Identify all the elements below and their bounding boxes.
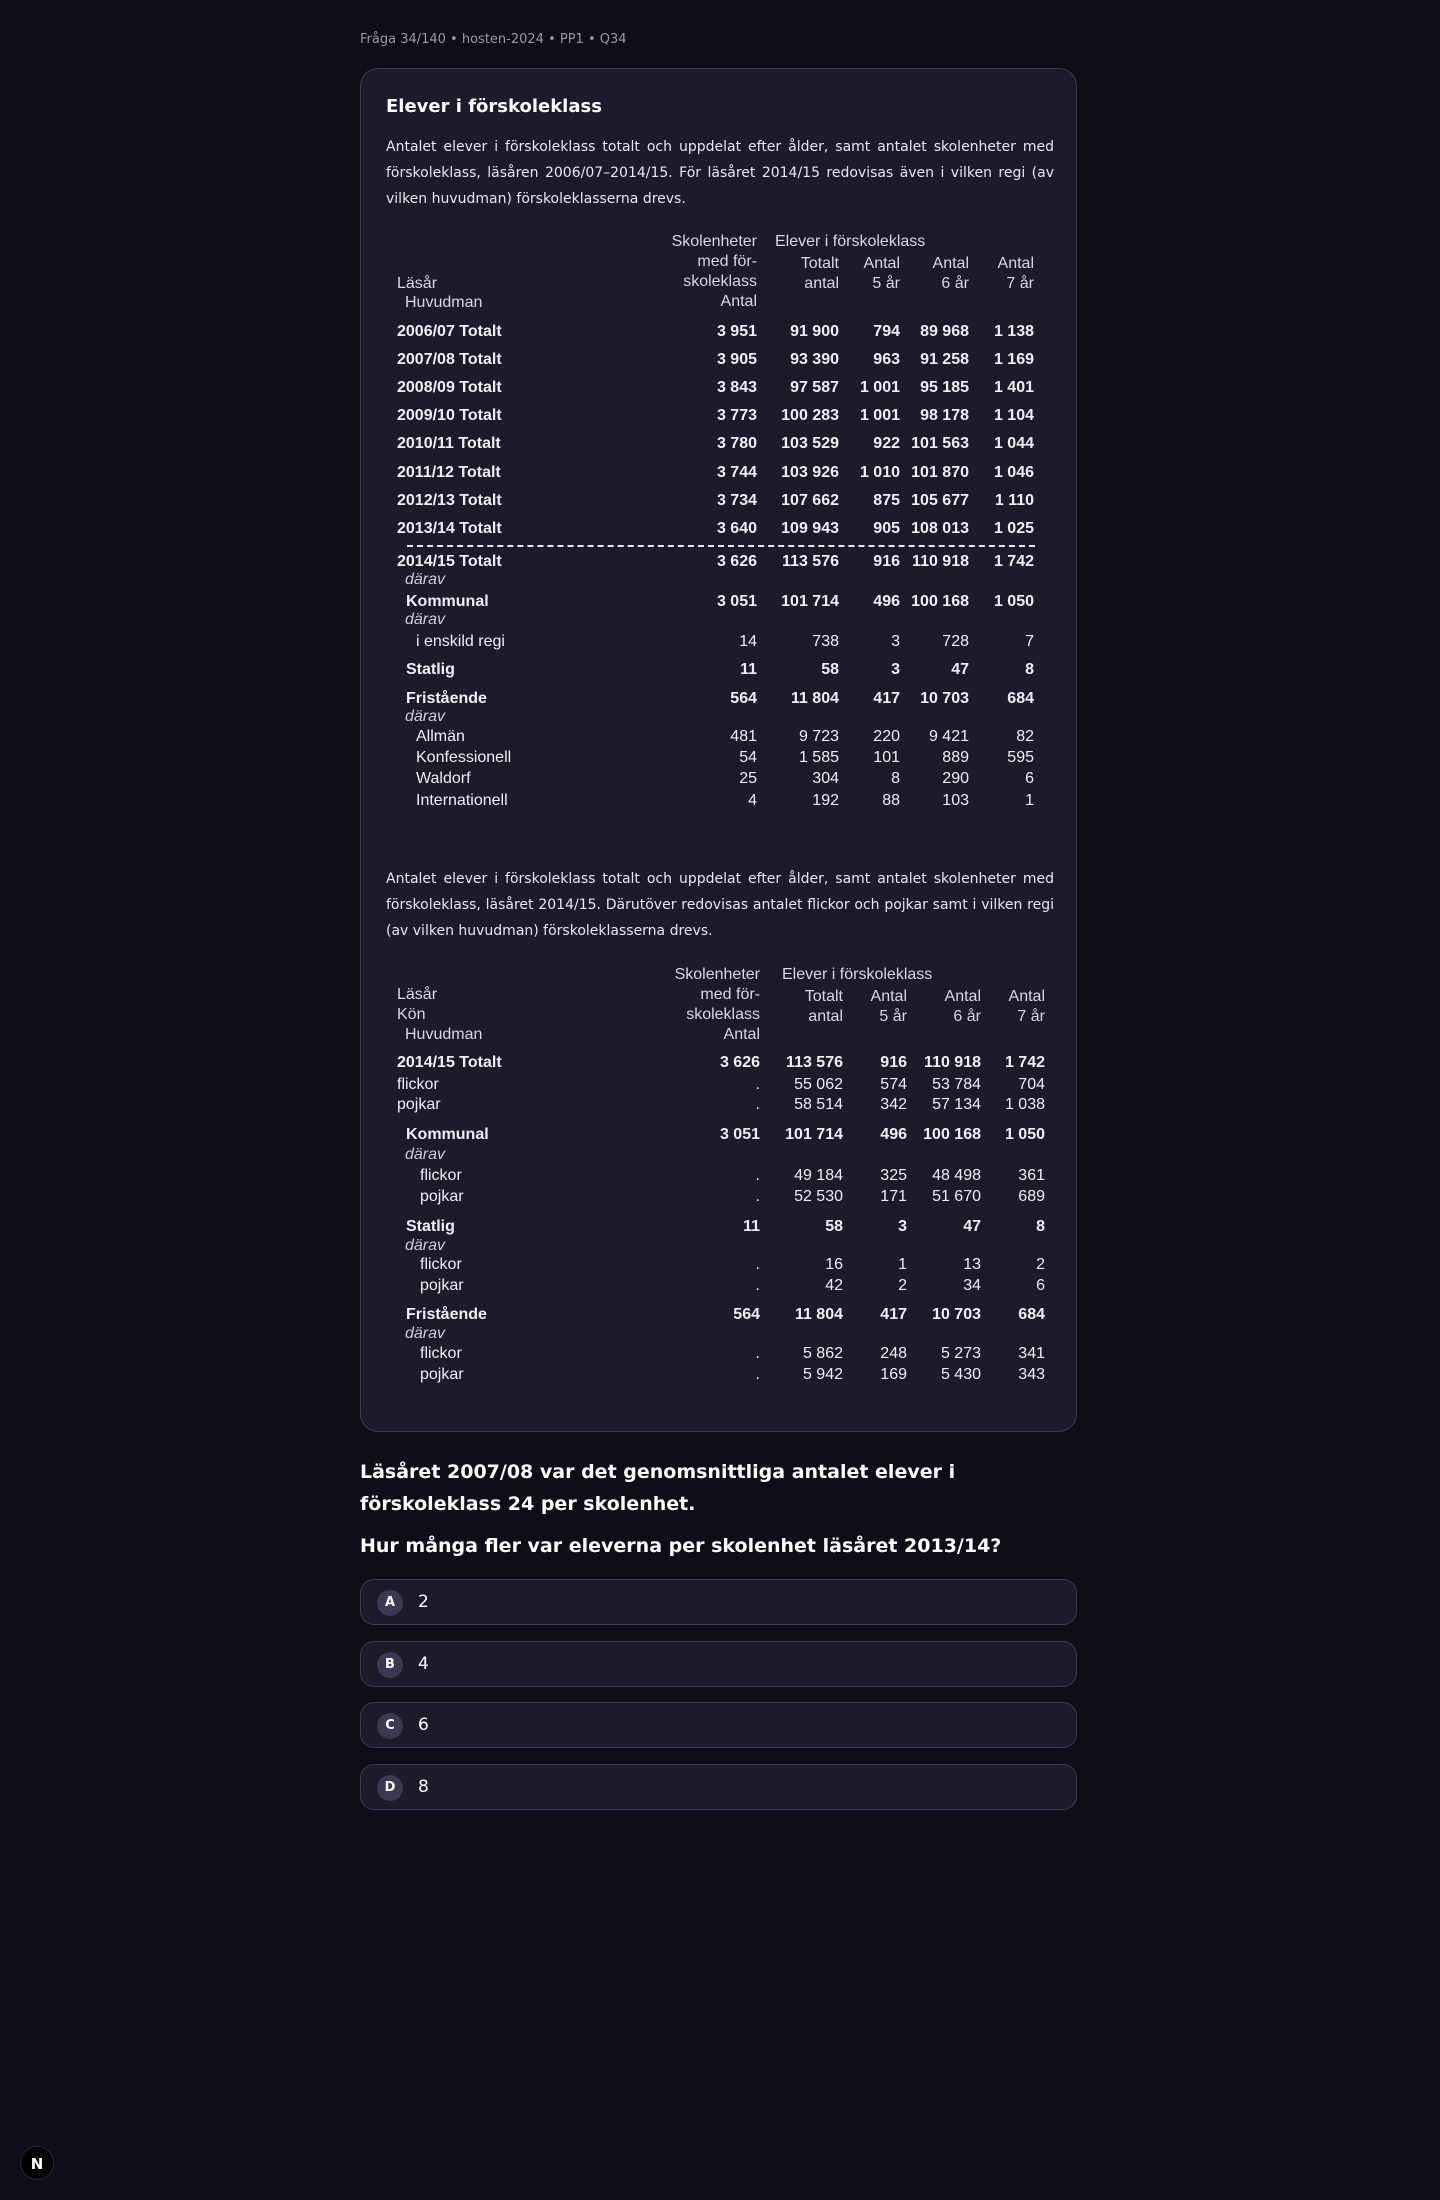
table-row-label: därav: [405, 1146, 446, 1163]
table-row-label: 2006/07 Totalt: [397, 323, 502, 340]
table-cell: 5 942: [802, 1366, 843, 1383]
table-row-label: Kommunal: [406, 593, 489, 610]
row-header-lasar: Läsår: [397, 986, 438, 1003]
table-cell: 1 050: [1004, 1126, 1045, 1143]
table-cell: 325: [880, 1167, 907, 1184]
table-cell: 108 013: [911, 520, 969, 537]
col-header-totalt: Totalt: [804, 988, 843, 1005]
table-cell: 1: [898, 1256, 907, 1273]
col-header-5ar: Antal: [870, 988, 907, 1005]
table1-description: Antalet elever i förskoleklass totalt och uppdelat efter ålder, samt antalet skolenheter med förskoleklass, läsåren 2006/07–2014/15. För läsåret 2014/15 redovisas även i vilken regi (av vilken huvudman) förskoleklasserna drevs.: [386, 139, 1054, 207]
table-row-label: Konfessionell: [416, 749, 512, 766]
table-cell: 794: [873, 323, 900, 340]
table-row-label: därav: [405, 708, 446, 725]
table-cell: 3 626: [719, 1054, 760, 1071]
option-value: 2: [418, 1592, 429, 1612]
table-cell: 51 670: [932, 1188, 981, 1205]
col-header-totalt: antal: [808, 1008, 843, 1025]
col-header-5ar: 5 år: [872, 275, 900, 292]
table-cell: 564: [730, 690, 757, 707]
table-cell: 3 051: [719, 1126, 760, 1143]
col-header-6ar: 6 år: [953, 1008, 981, 1025]
table-cell: 1 401: [993, 379, 1034, 396]
table-cell: 6: [1036, 1277, 1045, 1294]
table-cell: 101 714: [785, 1126, 843, 1143]
table-cell: 4: [748, 792, 757, 809]
question-premise: Läsåret 2007/08 var det genomsnittliga antalet elever i förskoleklass 24 per skolenhet.: [360, 1461, 956, 1515]
table-cell: 689: [1018, 1188, 1045, 1205]
row-header-lasar: Läsår: [397, 275, 438, 292]
row-header-huvudman: Huvudman: [405, 294, 483, 311]
col-header-skolenheter: med för-: [700, 986, 760, 1003]
table-cell: .: [755, 1167, 760, 1184]
table-cell: 3 051: [716, 593, 757, 610]
table-cell: 6: [1025, 770, 1034, 787]
table-cell: 684: [1007, 690, 1034, 707]
table-cell: 3 905: [716, 351, 757, 368]
table-cell: 93 390: [790, 351, 839, 368]
col-header-skolenheter: Antal: [720, 293, 757, 310]
col-header-6ar: Antal: [944, 988, 981, 1005]
table-cell: 3: [891, 661, 900, 678]
table-row-label: därav: [405, 571, 446, 588]
row-header-kon: Kön: [397, 1006, 426, 1023]
table-cell: 1 742: [1004, 1054, 1045, 1071]
table-row-label: pojkar: [420, 1366, 464, 1383]
table-cell: 25: [739, 770, 757, 787]
table-cell: 16: [825, 1256, 843, 1273]
table-cell: 110 918: [924, 1054, 981, 1071]
table-cell: 875: [873, 492, 900, 509]
table-cell: 42: [825, 1277, 843, 1294]
table-row-label: Internationell: [416, 792, 508, 809]
table-cell: 100 283: [781, 407, 839, 424]
table-cell: 417: [880, 1306, 907, 1323]
table2-description: Antalet elever i förskoleklass totalt och uppdelat efter ålder, samt antalet skolenheter med förskoleklass, läsåret 2014/15. Därutöver redovisas antalet flickor och pojkar samt i vilken regi (av vilken huvudman) förskoleklasserna drevs.: [386, 871, 1054, 939]
table-cell: 171: [880, 1188, 907, 1205]
table-row-label: Fristående: [406, 690, 487, 707]
table-cell: 52 530: [794, 1188, 843, 1205]
table-cell: 3 951: [716, 323, 757, 340]
table-cell: 101: [873, 749, 900, 766]
table-cell: 105 677: [911, 492, 969, 509]
option-c[interactable]: [360, 1702, 1077, 1748]
table-cell: 905: [873, 520, 900, 537]
table-cell: 728: [942, 633, 969, 650]
table-cell: 103 926: [781, 464, 839, 481]
table-cell: 98 178: [920, 407, 969, 424]
table-cell: 1 138: [993, 323, 1034, 340]
table-cell: 101 563: [911, 435, 969, 452]
option-letter: B: [377, 1652, 403, 1678]
option-b[interactable]: [360, 1641, 1077, 1687]
table-cell: 192: [812, 792, 839, 809]
table-cell: 10 703: [920, 690, 969, 707]
table-cell: 57 134: [932, 1096, 981, 1113]
table-cell: 82: [1016, 728, 1034, 745]
table-cell: 95 185: [920, 379, 969, 396]
col-header-7ar: 7 år: [1017, 1008, 1045, 1025]
table-cell: 89 968: [920, 323, 969, 340]
table-cell: 304: [812, 770, 839, 787]
table-cell: .: [755, 1345, 760, 1362]
table-cell: 564: [733, 1306, 760, 1323]
table-row-label: Statlig: [406, 1218, 455, 1235]
table-cell: .: [755, 1277, 760, 1294]
table-cell: 3: [898, 1218, 907, 1235]
table-cell: 496: [873, 593, 900, 610]
table-cell: 109 943: [781, 520, 839, 537]
table-cell: 107 662: [781, 492, 839, 509]
table-cell: 1 046: [993, 464, 1034, 481]
table-cell: 100 168: [923, 1126, 981, 1143]
table-row-label: Statlig: [406, 661, 455, 678]
col-header-totalt: Totalt: [800, 255, 839, 272]
table-cell: 91 258: [920, 351, 969, 368]
col-header-7ar: Antal: [1008, 988, 1045, 1005]
table-cell: 7: [1025, 633, 1034, 650]
table-cell: 103 529: [781, 435, 839, 452]
table-cell: 113 576: [782, 553, 839, 570]
option-letter: C: [377, 1713, 403, 1739]
table-cell: 100 168: [911, 593, 969, 610]
table-cell: 9 723: [798, 728, 839, 745]
table-cell: 110 918: [912, 553, 969, 570]
col-header-skolenheter: Skolenheter: [671, 233, 757, 250]
table-cell: 5 430: [940, 1366, 981, 1383]
option-value: 6: [418, 1715, 429, 1735]
table-row-label: därav: [405, 611, 446, 628]
col-header-5ar: 5 år: [879, 1008, 907, 1025]
table-cell: .: [755, 1076, 760, 1093]
table-cell: 1 742: [993, 553, 1034, 570]
col-header-elever: Elever i förskoleklass: [775, 233, 926, 250]
table-cell: 1 010: [859, 464, 900, 481]
table-cell: 3: [891, 633, 900, 650]
col-header-7ar: Antal: [997, 255, 1034, 272]
table-cell: 3 843: [716, 379, 757, 396]
col-header-skolenheter: Skolenheter: [674, 966, 760, 983]
table-cell: 53 784: [932, 1076, 981, 1093]
table-cell: 47: [963, 1218, 981, 1235]
table-cell: 14: [739, 633, 757, 650]
table-cell: 103: [942, 792, 969, 809]
table-cell: 889: [942, 749, 969, 766]
table1-divider: [407, 545, 1035, 547]
table-row-label: 2010/11 Totalt: [397, 435, 501, 452]
table-cell: .: [755, 1256, 760, 1273]
option-value: 8: [418, 1777, 429, 1797]
table-row-label: Kommunal: [406, 1126, 489, 1143]
table-cell: 1 025: [993, 520, 1034, 537]
table-cell: 8: [1025, 661, 1034, 678]
col-header-skolenheter: skoleklass: [683, 273, 757, 290]
table-row-label: 2011/12 Totalt: [397, 464, 501, 481]
table-cell: 48 498: [932, 1167, 981, 1184]
table-cell: 341: [1018, 1345, 1045, 1362]
table-cell: 574: [880, 1076, 907, 1093]
table-cell: 10 703: [932, 1306, 981, 1323]
table-row-label: därav: [405, 1237, 446, 1254]
table-cell: 101 714: [781, 593, 839, 610]
table-row-label: 2014/15 Totalt: [397, 553, 502, 570]
table-cell: 290: [942, 770, 969, 787]
table-cell: 34: [963, 1277, 981, 1294]
table-cell: 11: [743, 1218, 760, 1235]
table-cell: 169: [880, 1366, 907, 1383]
n-logo-icon[interactable]: N: [20, 2146, 54, 2180]
col-header-6ar: Antal: [932, 255, 969, 272]
table-cell: 248: [880, 1345, 907, 1362]
table-cell: 113 576: [786, 1054, 843, 1071]
table-cell: 916: [880, 1054, 907, 1071]
table-cell: 1 169: [993, 351, 1034, 368]
table-cell: 54: [739, 749, 757, 766]
table-cell: 3 773: [716, 407, 757, 424]
col-header-6ar: 6 år: [941, 275, 969, 292]
table-cell: 361: [1018, 1167, 1045, 1184]
table-cell: 1 050: [993, 593, 1034, 610]
table-cell: 916: [873, 553, 900, 570]
info-card: [360, 68, 1077, 1432]
table-cell: 5 273: [940, 1345, 981, 1362]
table-cell: 58 514: [794, 1096, 843, 1113]
table-cell: 101 870: [911, 464, 969, 481]
table-cell: 3 744: [716, 464, 757, 481]
card-title: Elever i förskoleklass: [386, 96, 602, 117]
table-cell: 13: [963, 1256, 981, 1273]
table-cell: 1 585: [798, 749, 839, 766]
question-prompt: Hur många fler var eleverna per skolenhet läsåret 2013/14?: [360, 1535, 1002, 1557]
table-cell: 1 038: [1004, 1096, 1045, 1113]
table-row-label: 2008/09 Totalt: [397, 379, 502, 396]
col-header-totalt: antal: [804, 275, 839, 292]
table-row-label: Waldorf: [416, 770, 471, 787]
table-cell: .: [755, 1188, 760, 1205]
table-row-label: 2007/08 Totalt: [397, 351, 502, 368]
table-cell: 3 640: [716, 520, 757, 537]
table-cell: 417: [873, 690, 900, 707]
table-cell: 963: [873, 351, 900, 368]
table-cell: 55 062: [794, 1076, 843, 1093]
table-row-label: 2013/14 Totalt: [397, 520, 502, 537]
row-header-huvudman: Huvudman: [405, 1026, 483, 1043]
table-cell: 595: [1007, 749, 1034, 766]
table-cell: 1 001: [859, 379, 900, 396]
table-cell: 2: [1036, 1256, 1045, 1273]
table-cell: 220: [873, 728, 900, 745]
table-cell: 11: [740, 661, 757, 678]
table-cell: .: [755, 1366, 760, 1383]
table-cell: 8: [1036, 1218, 1045, 1235]
col-header-skolenheter: skoleklass: [686, 1006, 760, 1023]
table-cell: 3 626: [716, 553, 757, 570]
table-cell: 343: [1018, 1366, 1045, 1383]
table-row-label: flickor: [420, 1345, 462, 1362]
table-row-label: pojkar: [420, 1277, 464, 1294]
table-cell: 2: [898, 1277, 907, 1294]
table-row-label: i enskild regi: [416, 633, 505, 650]
table-cell: 704: [1018, 1076, 1045, 1093]
table-row-label: pojkar: [420, 1188, 464, 1205]
table-row-label: Allmän: [416, 728, 465, 745]
table-cell: 49 184: [794, 1167, 843, 1184]
question-meta: Fråga 34/140 • hosten-2024 • PP1 • Q34: [360, 32, 627, 47]
table-cell: 496: [880, 1126, 907, 1143]
table-row-label: Fristående: [406, 1306, 487, 1323]
table-row-label: flickor: [420, 1167, 462, 1184]
table-cell: 684: [1018, 1306, 1045, 1323]
table-row-label: flickor: [397, 1076, 439, 1093]
table-cell: 1: [1025, 792, 1034, 809]
table-cell: 1 001: [859, 407, 900, 424]
col-header-skolenheter: Antal: [723, 1026, 760, 1043]
table-cell: 481: [730, 728, 757, 745]
table-cell: 342: [880, 1096, 907, 1113]
table-row-label: därav: [405, 1325, 446, 1342]
table-cell: 1 104: [993, 407, 1034, 424]
table-cell: 8: [891, 770, 900, 787]
option-letter: A: [377, 1590, 403, 1616]
col-header-skolenheter: med för-: [697, 253, 757, 270]
table-cell: 11 804: [790, 690, 839, 707]
table-cell: 922: [873, 435, 900, 452]
col-header-elever: Elever i förskoleklass: [782, 966, 933, 983]
table-cell: 88: [882, 792, 900, 809]
table-cell: 5 862: [802, 1345, 843, 1362]
table-cell: 91 900: [790, 323, 839, 340]
table-row-label: 2014/15 Totalt: [397, 1054, 502, 1071]
table-cell: 9 421: [928, 728, 969, 745]
table-cell: 11 804: [794, 1306, 843, 1323]
option-letter: D: [377, 1775, 403, 1801]
table-cell: .: [755, 1096, 760, 1113]
table-row-label: 2009/10 Totalt: [397, 407, 502, 424]
table-cell: 1 044: [993, 435, 1034, 452]
table-cell: 97 587: [790, 379, 839, 396]
table-cell: 58: [821, 661, 839, 678]
table-row-label: pojkar: [397, 1096, 441, 1113]
table-cell: 3 780: [716, 435, 757, 452]
table-cell: 47: [951, 661, 969, 678]
table-row-label: flickor: [420, 1256, 462, 1273]
col-header-5ar: Antal: [863, 255, 900, 272]
table-cell: 1 110: [994, 492, 1034, 509]
table-cell: 738: [812, 633, 839, 650]
table-row-label: 2012/13 Totalt: [397, 492, 502, 509]
option-a[interactable]: [360, 1579, 1077, 1625]
col-header-7ar: 7 år: [1006, 275, 1034, 292]
option-d[interactable]: [360, 1764, 1077, 1810]
table-cell: 58: [825, 1218, 843, 1235]
table-cell: 3 734: [716, 492, 757, 509]
option-value: 4: [418, 1654, 429, 1674]
